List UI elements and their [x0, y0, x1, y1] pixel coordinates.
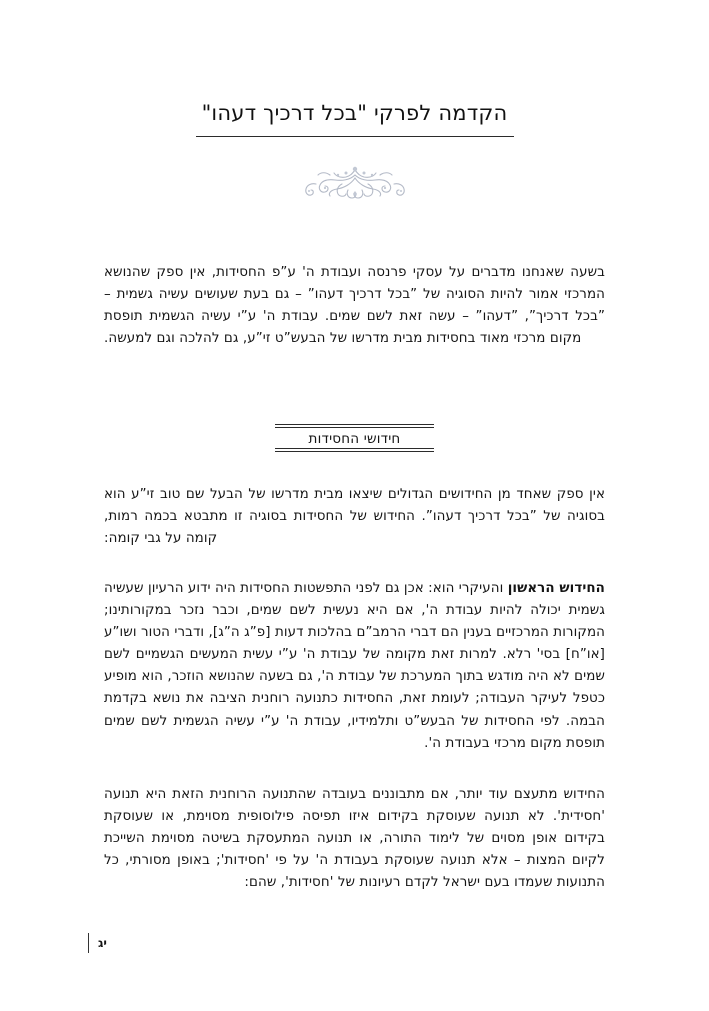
- page-title: הקדמה לפרקי "בכל דרכיך דעהו": [201, 101, 508, 125]
- paragraph-block-4: [104, 784, 605, 894]
- intro-paragraph-block: [104, 262, 605, 350]
- folio-divider-rule: [88, 933, 89, 953]
- ornament-container: [0, 164, 709, 204]
- floral-filigree-ornament: [280, 164, 430, 204]
- page-number: יג: [98, 936, 107, 950]
- title-block: [0, 100, 709, 137]
- paragraph-intro: בשעה שאנחנו מדברים על עסקי פרנסה ועבודת ה' ע”פ החסידות, אין ספק שהנושא המרכזי אמור להיות הסוגיה של ”בכל דרכיך דעהו” – גם בעת שעושים עשיה גשמית – ”בכל דרכיך”, ”דעהו” – עשה זאת לשם שמים. עבודת ה' ע”י עשיה הגשמית תופסת מקום מרכזי מאוד בחסידות מבית מדרשו של הבעש”ט זי”ע, גם להלכה וגם למעשה.: [104, 265, 605, 347]
- folio-group: [88, 933, 107, 953]
- section-heading: [275, 424, 435, 452]
- paragraph-3: [104, 578, 605, 755]
- page-footer: [0, 929, 709, 953]
- section-heading-wrap: [0, 424, 709, 452]
- paragraph-3-text: והעיקרי הוא: אכן גם לפני התפשטות החסידות היה ידוע הרעיון שעשיה גשמית יכולה להיות עבודת ה', אם היא נעשית לשם שמים, וכבר נזכר במקורותינו; המקורות המרכזיים בענין הם דברי הרמב”ם בהלכות דעות [פ”ג ה”ג], ודברי הטור ושו”ע [או”ח] בסי' רלא. למרות זאת מקומה של עבודת ה' ע”י עשית המעשים הגשמיים לשם שמים לא היה מודגש בתוך המערכת של עבודת ה', גם בשעה שהנושא הוזכר, הוא מופיע כטפל לעיקר העבודה; לעומת זאת, החסידות כתנועה רוחנית הציבה את נושא בקדמת הבמה. לפי החסידות של הבעש”ט ותלמידיו, עבודת ה' ע”י עשיה הגשמית לשם שמים תופסת מקום מרכזי בעבודת ה'.: [104, 581, 605, 751]
- paragraph-4: החידוש מתעצם עוד יותר, אם מתבוננים בעובדה שהתנועה הרוחנית הזאת היא תנועה 'חסידית'. לא תנועה שעוסקת בקידום איזו תפיסה פילוסופית מסוימת, או שעוסקת בקידום אופן מסוים של לימוד התורה, או תנועה המתעסקת בשיטה מסוימת השייכת לקיום המצות – אלא תנועה שעוסקת בעבודת ה' על פי 'חסידות'; באופן מסורתי, כל התנועות שעמדו בעם ישראל לקדם רעיונות של 'חסידות', שהם:: [104, 787, 605, 891]
- paragraph-2: אין ספק שאחד מן החידושים הגדולים שיצאו מבית מדרשו של הבעל שם טוב זי”ע הוא בסוגיה של ”בכל דרכיך דעהו”. החידוש של החסידות בסוגיה זו מתבטא בכמה רמות, קומה על גבי קומה:: [104, 487, 605, 547]
- paragraph-block-3: [104, 578, 605, 755]
- paragraph-block-2: [104, 484, 605, 550]
- paragraph-3-lead: החידוש הראשון: [507, 581, 605, 596]
- section-heading-label: חידושי החסידות: [308, 431, 401, 447]
- title-underline-rule: [196, 136, 514, 137]
